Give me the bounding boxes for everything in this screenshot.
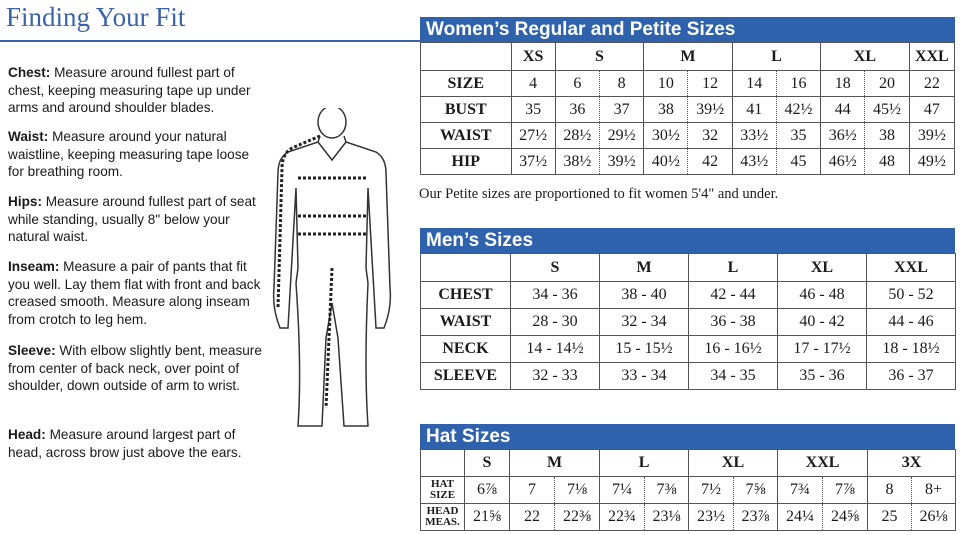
hat-size-table — [420, 449, 956, 531]
row-label: WAIST — [421, 309, 511, 336]
table-cell: 7¼ — [600, 477, 645, 504]
head-label: Head: — [8, 427, 46, 442]
table-row — [421, 477, 956, 504]
table-cell: 47 — [909, 97, 954, 123]
table-cell: 50 - 52 — [867, 282, 956, 309]
table-cell: 28½ — [555, 123, 599, 149]
table-cell: 20 — [865, 71, 909, 97]
table-cell: 15 - 15½ — [600, 336, 689, 363]
inseam-instruction — [8, 258, 266, 328]
size-group: XL — [689, 450, 778, 477]
size-heading: XXL — [867, 254, 956, 282]
table-cell: 36 - 38 — [689, 309, 778, 336]
table-cell: 22⅜ — [555, 504, 600, 531]
corner-cell — [421, 43, 512, 71]
size-heading: S — [511, 254, 600, 282]
table-cell: 6 — [555, 71, 599, 97]
table-cell: 4 — [511, 71, 555, 97]
table-cell: 38½ — [555, 149, 599, 175]
table-cell: 23⅞ — [734, 504, 778, 531]
table-row — [421, 282, 956, 309]
head-instruction — [8, 426, 266, 461]
table-cell: 46 - 48 — [778, 282, 867, 309]
table-cell: 35 — [776, 123, 820, 149]
table-cell: 7⅜ — [645, 477, 689, 504]
table-cell: 14 - 14½ — [511, 336, 600, 363]
table-cell: 33½ — [732, 123, 776, 149]
size-group: 3X — [868, 450, 956, 477]
table-cell: 27½ — [511, 123, 555, 149]
table-cell: 45½ — [865, 97, 909, 123]
table-cell: 22 — [909, 71, 954, 97]
table-cell: 7 — [510, 477, 555, 504]
table-row — [421, 149, 955, 175]
size-heading: L — [689, 254, 778, 282]
row-label — [421, 477, 465, 504]
table-cell: 14 — [732, 71, 776, 97]
table-cell: 16 - 16½ — [689, 336, 778, 363]
table-cell: 34 - 36 — [511, 282, 600, 309]
table-cell: 7⅞ — [823, 477, 868, 504]
size-group: S — [465, 450, 510, 477]
table-cell: 26⅛ — [912, 504, 956, 531]
petite-note: Our Petite sizes are proportioned to fit women 5'4" and under. — [419, 186, 779, 202]
size-group: M — [644, 43, 732, 71]
table-row — [421, 363, 956, 390]
women-sizes-heading: Women’s Regular and Petite Sizes — [420, 17, 955, 42]
table-cell: 17 - 17½ — [778, 336, 867, 363]
table-cell: 48 — [865, 149, 909, 175]
table-cell: 32 - 34 — [600, 309, 689, 336]
row-label: WAIST — [421, 123, 512, 149]
table-cell: 29½ — [599, 123, 643, 149]
inseam-text: Measure a pair of pants that fit you well. Lay them flat with front and back creased smooth. Measure along inseam from crotch to leg hem. — [8, 259, 261, 327]
table-cell: 44 - 46 — [867, 309, 956, 336]
table-cell: 45 — [776, 149, 820, 175]
table-row — [421, 71, 955, 97]
row-label: SIZE — [421, 71, 512, 97]
title-divider — [0, 40, 420, 42]
row-label-line: HEAD — [426, 505, 459, 517]
table-cell: 41 — [732, 97, 776, 123]
waist-text: Measure around your natural waistline, keeping measuring tape loose for breathing room. — [8, 129, 250, 179]
table-cell: 39½ — [599, 149, 643, 175]
table-cell: 7⅝ — [734, 477, 778, 504]
hips-text: Measure around fullest part of seat while standing, usually 8" below your natural waist. — [8, 194, 256, 244]
row-label: BUST — [421, 97, 512, 123]
table-cell: 35 - 36 — [778, 363, 867, 390]
table-cell: 30½ — [644, 123, 688, 149]
row-label: NECK — [421, 336, 511, 363]
women-size-table — [420, 42, 955, 175]
table-cell: 36 — [555, 97, 599, 123]
size-group: XL — [821, 43, 909, 71]
table-cell: 28 - 30 — [511, 309, 600, 336]
table-cell: 18 — [821, 71, 865, 97]
waist-label: Waist: — [8, 129, 49, 144]
table-cell: 38 - 40 — [600, 282, 689, 309]
size-group: XXL — [909, 43, 954, 71]
table-cell: 8+ — [912, 477, 956, 504]
table-cell: 16 — [776, 71, 820, 97]
chest-text: Measure around fullest part of chest, keeping measuring tape up under arms and around shoulder blades. — [8, 65, 251, 115]
table-cell: 40½ — [644, 149, 688, 175]
table-row — [421, 504, 956, 531]
table-cell: 49½ — [909, 149, 954, 175]
table-cell: 18 - 18½ — [867, 336, 956, 363]
table-cell: 23⅛ — [645, 504, 689, 531]
row-label-line: HAT — [430, 478, 455, 490]
sleeve-instruction — [8, 342, 266, 395]
table-cell: 8 — [868, 477, 912, 504]
table-cell: 37 — [599, 97, 643, 123]
size-heading: M — [600, 254, 689, 282]
table-cell: 6⅞ — [465, 477, 510, 504]
table-cell: 38 — [644, 97, 688, 123]
table-cell: 39½ — [909, 123, 954, 149]
table-cell: 38 — [865, 123, 909, 149]
table-cell: 46½ — [821, 149, 865, 175]
table-cell: 21⅝ — [465, 504, 510, 531]
table-row — [421, 336, 956, 363]
size-heading: XL — [778, 254, 867, 282]
table-cell: 32 — [688, 123, 732, 149]
page-title: Finding Your Fit — [6, 2, 186, 32]
table-row — [421, 309, 956, 336]
corner-cell — [421, 450, 465, 477]
size-group: L — [600, 450, 689, 477]
table-cell: 7½ — [689, 477, 734, 504]
table-row — [421, 123, 955, 149]
table-cell: 22¾ — [600, 504, 645, 531]
table-cell: 42½ — [776, 97, 820, 123]
waist-instruction — [8, 128, 266, 181]
men-size-table — [420, 253, 956, 390]
row-label-line: SIZE — [429, 489, 456, 501]
row-label: HIP — [421, 149, 512, 175]
row-label: CHEST — [421, 282, 511, 309]
table-cell: 10 — [644, 71, 688, 97]
table-cell: 7⅛ — [555, 477, 600, 504]
table-cell: 24¼ — [778, 504, 823, 531]
hips-label: Hips: — [8, 194, 42, 209]
row-label-line: MEAS. — [425, 516, 460, 528]
hat-sizes-heading: Hat Sizes — [420, 424, 955, 449]
size-group: S — [555, 43, 643, 71]
table-cell: 22 — [510, 504, 555, 531]
table-cell: 42 - 44 — [689, 282, 778, 309]
table-cell: 37½ — [511, 149, 555, 175]
table-cell: 40 - 42 — [778, 309, 867, 336]
chest-instruction — [8, 64, 266, 117]
chest-label: Chest: — [8, 65, 51, 80]
size-group: M — [510, 450, 600, 477]
table-cell: 36½ — [821, 123, 865, 149]
table-cell: 34 - 35 — [689, 363, 778, 390]
measurement-figure — [268, 108, 398, 433]
hips-instruction — [8, 193, 266, 246]
table-cell: 36 - 37 — [867, 363, 956, 390]
row-label — [421, 504, 465, 531]
sleeve-text: With elbow slightly bent, measure from center of back neck, over point of shoulder, down outside of arm to wrist. — [8, 343, 262, 393]
row-label: SLEEVE — [421, 363, 511, 390]
table-cell: 32 - 33 — [511, 363, 600, 390]
size-group: L — [732, 43, 820, 71]
table-cell: 39½ — [688, 97, 732, 123]
table-cell: 42 — [688, 149, 732, 175]
table-cell: 8 — [599, 71, 643, 97]
table-cell: 35 — [511, 97, 555, 123]
table-cell: 23½ — [689, 504, 734, 531]
table-cell: 33 - 34 — [600, 363, 689, 390]
sleeve-label: Sleeve: — [8, 343, 56, 358]
table-cell: 24⅝ — [823, 504, 868, 531]
table-cell: 25 — [868, 504, 912, 531]
table-cell: 7¾ — [778, 477, 823, 504]
table-cell: 43½ — [732, 149, 776, 175]
table-row — [421, 97, 955, 123]
men-sizes-heading: Men’s Sizes — [420, 228, 955, 253]
size-group: XXL — [778, 450, 868, 477]
inseam-label: Inseam: — [8, 259, 60, 274]
size-group: XS — [511, 43, 555, 71]
head-text: Measure around largest part of head, across brow just above the ears. — [8, 427, 242, 460]
corner-cell — [421, 254, 511, 282]
table-cell: 44 — [821, 97, 865, 123]
table-cell: 12 — [688, 71, 732, 97]
